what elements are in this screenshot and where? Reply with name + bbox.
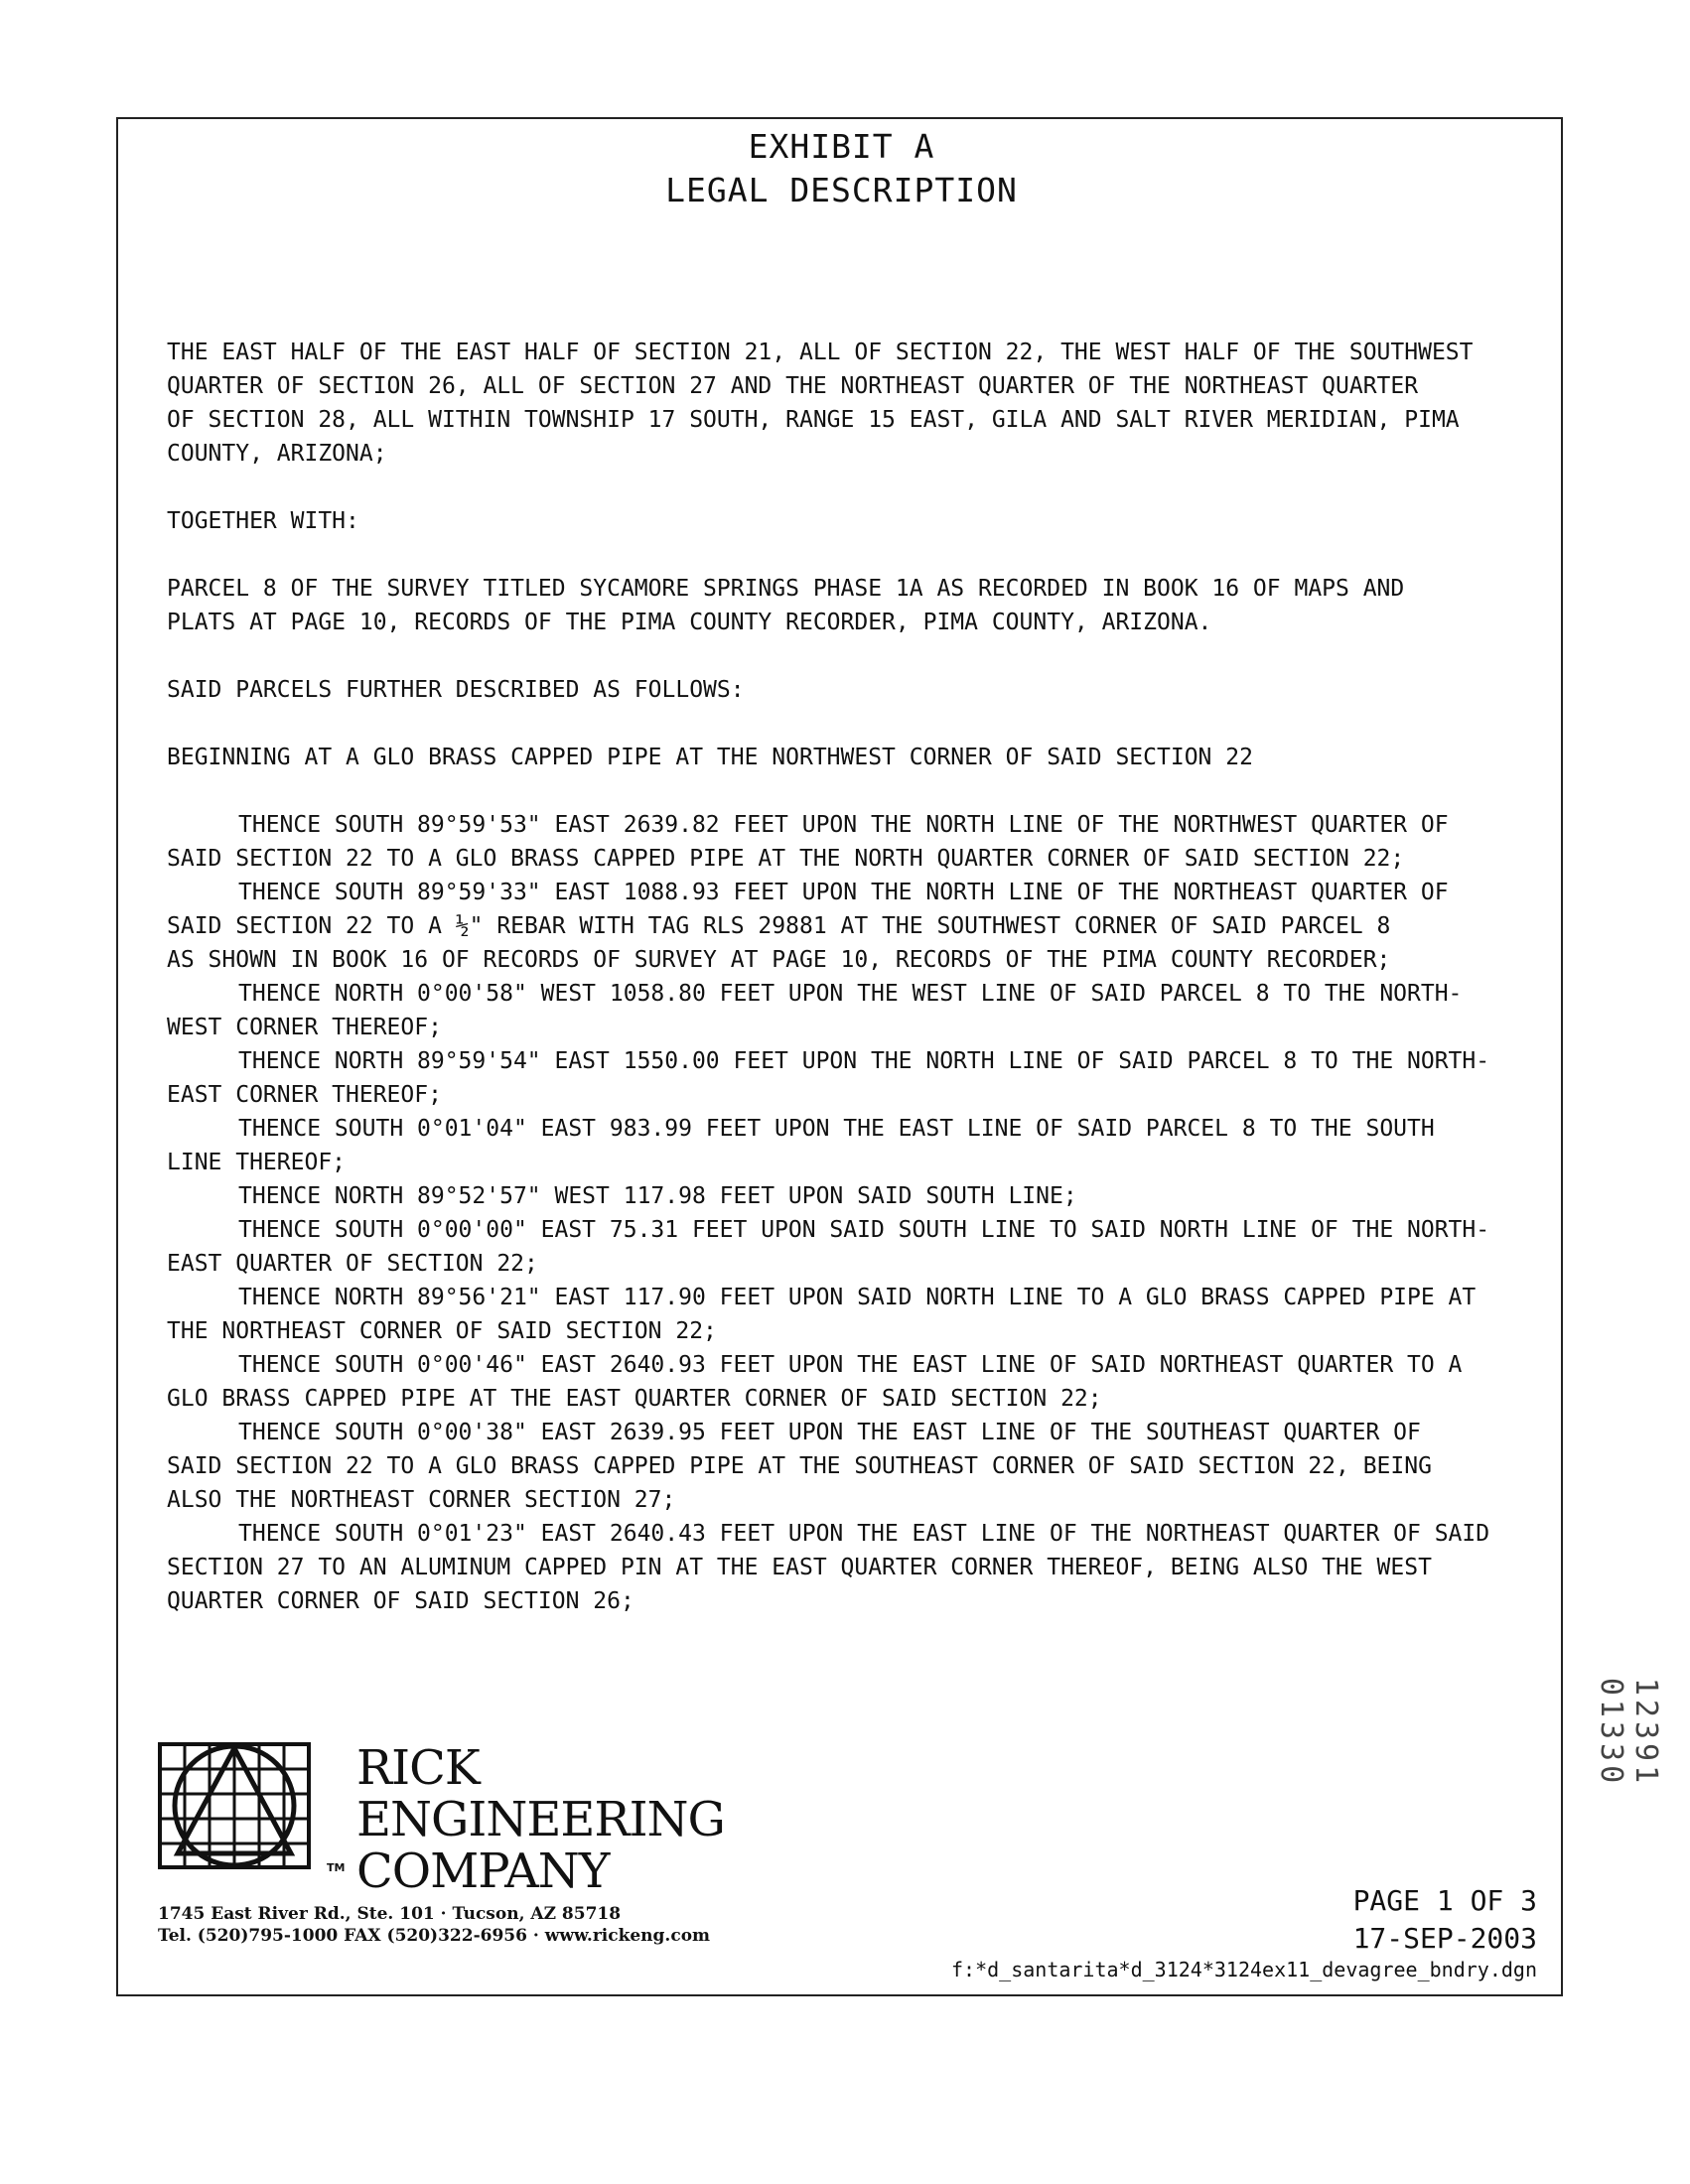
course-line: SAID SECTION 22 TO A GLO BRASS CAPPED PIPE AT THE SOUTHEAST CORNER OF SAID SECTION 22, BEING (167, 1453, 1432, 1479)
together-with-text: TOGETHER WITH: (167, 508, 359, 534)
course-line: THENCE SOUTH 0°00'46" EAST 2640.93 FEET UPON THE EAST LINE OF SAID NORTHEAST QUARTER TO A (238, 1352, 1463, 1378)
course-line: THENCE SOUTH 89°59'53" EAST 2639.82 FEET UPON THE NORTH LINE OF THE NORTHWEST QUARTER OF (238, 812, 1449, 838)
company-name-line: COMPANY (356, 1843, 610, 1899)
boundary-courses (167, 808, 1537, 1618)
course-line: THENCE SOUTH 0°01'23" EAST 2640.43 FEET UPON THE EAST LINE OF THE NORTHEAST QUARTER OF SAID (238, 1521, 1490, 1547)
page-number: PAGE 1 OF 3 (1352, 1884, 1537, 1917)
parcel-paragraph (167, 572, 1537, 639)
company-address (158, 1903, 710, 1947)
course-line: EAST CORNER THEREOF; (167, 1082, 442, 1108)
intro-line: QUARTER OF SECTION 26, ALL OF SECTION 27 AND THE NORTHEAST QUARTER OF THE NORTHEAST QUARTER (167, 373, 1419, 399)
beginning-text: BEGINNING AT A GLO BRASS CAPPED PIPE AT THE NORTHWEST CORNER OF SAID SECTION 22 (167, 745, 1253, 770)
file-path: f:*d_santarita*d_3124*3124ex11_devagree_bndry.dgn (950, 1958, 1537, 1981)
logo-grid-icon (158, 1742, 327, 1871)
course-line: THENCE SOUTH 0°00'00" EAST 75.31 FEET UPON SAID SOUTH LINE TO SAID NORTH LINE OF THE NORTH- (238, 1217, 1490, 1243)
recording-stamp (1594, 1598, 1663, 1837)
course-line: EAST QUARTER OF SECTION 22; (167, 1251, 538, 1277)
course-line: ALSO THE NORTHEAST CORNER SECTION 27; (167, 1487, 676, 1513)
further-described-label (167, 673, 1537, 707)
company-name-line: ENGINEERING (356, 1792, 725, 1847)
course-line: QUARTER CORNER OF SAID SECTION 26; (167, 1588, 634, 1614)
trademark-mark: TM (327, 1861, 346, 1874)
course-line: AS SHOWN IN BOOK 16 OF RECORDS OF SURVEY AT PAGE 10, RECORDS OF THE PIMA COUNTY RECORDER; (167, 947, 1391, 973)
course-line: GLO BRASS CAPPED PIPE AT THE EAST QUARTER CORNER OF SAID SECTION 22; (167, 1386, 1102, 1412)
recording-number: 12391 01330 (1594, 1677, 1663, 1788)
contact-line: Tel. (520)795-1000 FAX (520)322-6956 · www.rickeng.com (158, 1926, 711, 1946)
course-line: THE NORTHEAST CORNER OF SAID SECTION 22; (167, 1318, 717, 1344)
intro-line: COUNTY, ARIZONA; (167, 441, 387, 467)
further-described-text: SAID PARCELS FURTHER DESCRIBED AS FOLLOWS: (167, 677, 745, 703)
company-name (356, 1742, 725, 1897)
intro-paragraph (167, 336, 1537, 471)
course-line: SAID SECTION 22 TO A GLO BRASS CAPPED PIPE AT THE NORTH QUARTER CORNER OF SAID SECTION 22; (167, 846, 1405, 872)
course-line: SECTION 27 TO AN ALUMINUM CAPPED PIN AT THE EAST QUARTER CORNER THEREOF, BEING ALSO THE WEST (167, 1555, 1432, 1580)
address-line: 1745 East River Rd., Ste. 101 · Tucson, AZ 85718 (158, 1904, 622, 1924)
course-line: SAID SECTION 22 TO A ½" REBAR WITH TAG RLS 29881 AT THE SOUTHWEST CORNER OF SAID PARCEL 8 (167, 913, 1391, 939)
legal-description-body (167, 336, 1537, 1618)
exhibit-title: EXHIBIT A (748, 127, 935, 166)
together-with-label (167, 504, 1537, 538)
course-line: THENCE SOUTH 0°01'04" EAST 983.99 FEET UPON THE EAST LINE OF SAID PARCEL 8 TO THE SOUTH (238, 1116, 1435, 1142)
course-line: THENCE NORTH 89°56'21" EAST 117.90 FEET UPON SAID NORTH LINE TO A GLO BRASS CAPPED PIPE AT (238, 1285, 1477, 1310)
exhibit-frame (116, 117, 1563, 1996)
course-line: THENCE NORTH 0°00'58" WEST 1058.80 FEET UPON THE WEST LINE OF SAID PARCEL 8 TO THE NORTH- (238, 981, 1463, 1007)
parcel-line: PLATS AT PAGE 10, RECORDS OF THE PIMA COUNTY RECORDER, PIMA COUNTY, ARIZONA. (167, 610, 1212, 635)
course-line: THENCE SOUTH 0°00'38" EAST 2639.95 FEET UPON THE EAST LINE OF THE SOUTHEAST QUARTER OF (238, 1420, 1421, 1445)
company-name-line: RICK (356, 1740, 480, 1796)
course-line: THENCE SOUTH 89°59'33" EAST 1088.93 FEET UPON THE NORTH LINE OF THE NORTHEAST QUARTER OF (238, 880, 1449, 905)
company-logo (158, 1740, 725, 1899)
intro-line: THE EAST HALF OF THE EAST HALF OF SECTION 21, ALL OF SECTION 22, THE WEST HALF OF THE SOUTHWEST (167, 340, 1474, 365)
document-date: 17-SEP-2003 (1352, 1922, 1537, 1955)
page-info (1353, 1882, 1537, 1958)
exhibit-subtitle: LEGAL DESCRIPTION (665, 171, 1018, 209)
beginning-point (167, 741, 1537, 774)
course-line: THENCE NORTH 89°59'54" EAST 1550.00 FEET UPON THE NORTH LINE OF SAID PARCEL 8 TO THE NORTH- (238, 1048, 1490, 1074)
parcel-line: PARCEL 8 OF THE SURVEY TITLED SYCAMORE SPRINGS PHASE 1A AS RECORDED IN BOOK 16 OF MAPS AND (167, 576, 1405, 602)
course-line: THENCE NORTH 89°52'57" WEST 117.98 FEET UPON SAID SOUTH LINE; (238, 1183, 1077, 1209)
intro-line: OF SECTION 28, ALL WITHIN TOWNSHIP 17 SOUTH, RANGE 15 EAST, GILA AND SALT RIVER MERIDIAN, PIMA (167, 407, 1460, 433)
course-line: LINE THEREOF; (167, 1150, 347, 1175)
course-line: WEST CORNER THEREOF; (167, 1015, 442, 1040)
